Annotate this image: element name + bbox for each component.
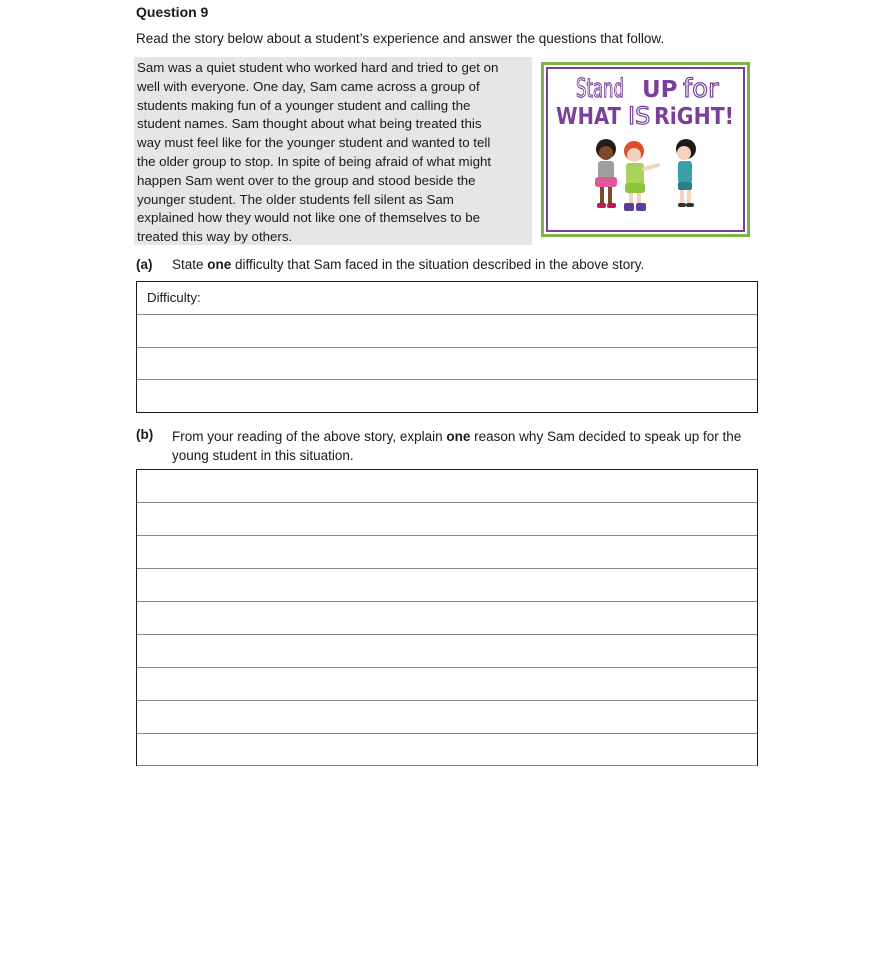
part-a-question: State one difficulty that Sam faced in the situation described in the above story. (172, 257, 645, 272)
answer-line[interactable] (137, 634, 757, 635)
poster-word-what: WHAT (556, 104, 622, 130)
question-intro: Read the story below about a student’s experience and answer the questions that follow. (136, 31, 665, 46)
question-title: Question 9 (136, 4, 209, 20)
girl-left-figure (595, 139, 617, 208)
answer-line[interactable] (137, 568, 757, 569)
part-a-label: (a) (136, 257, 153, 272)
story-line: students making fun of a younger student and calling the (137, 97, 471, 113)
story-line: treated this way by others. (137, 229, 293, 245)
poster-word-up: UP (642, 77, 678, 103)
answer-line[interactable] (137, 347, 757, 348)
story-line: the older group to stop. In spite of being afraid of what might (137, 153, 492, 169)
poster-frame (546, 67, 745, 232)
difficulty-label: Difficulty: (147, 290, 201, 305)
answer-line[interactable] (137, 314, 757, 315)
girl-right-figure (676, 139, 696, 207)
story-line: way must feel like for the younger student and wanted to tell (137, 135, 491, 151)
story-box (134, 57, 532, 245)
story-line: student names. Sam thought about what being treated this (137, 116, 482, 132)
part-b-question: From your reading of the above story, explain one reason why Sam decided to speak up for the young student in this situation. (172, 429, 742, 463)
answer-line[interactable] (137, 502, 757, 503)
stand-up-poster (541, 62, 750, 237)
story-line: Sam was a quiet student who worked hard and tried to get on (137, 60, 499, 75)
part-b-label: (b) (136, 427, 154, 442)
answer-line[interactable] (137, 765, 757, 766)
poster-word-right: RiGHT! (654, 104, 734, 130)
answer-line[interactable] (137, 379, 757, 380)
story-line: younger student. The older students fell silent as Sam (137, 191, 454, 207)
answer-line[interactable] (137, 733, 757, 734)
story-line: well with everyone. One day, Sam came across a group of (137, 78, 480, 94)
story-line: explained how they would not like one of themselves to be (137, 210, 480, 226)
poster-word-is: IS (628, 102, 651, 130)
girl-middle-figure (624, 141, 658, 211)
answer-line[interactable] (137, 700, 757, 701)
part-a-answer-box[interactable] (136, 281, 758, 413)
story-line: happen Sam went over to the group and stood beside the (137, 172, 476, 188)
poster-illustration (548, 69, 743, 230)
answer-line[interactable] (137, 535, 757, 536)
poster-word-for: for (683, 74, 719, 104)
answer-line[interactable] (137, 601, 757, 602)
poster-word-stand: Stand (576, 74, 624, 104)
part-b-answer-box[interactable] (136, 469, 758, 766)
answer-line[interactable] (137, 667, 757, 668)
